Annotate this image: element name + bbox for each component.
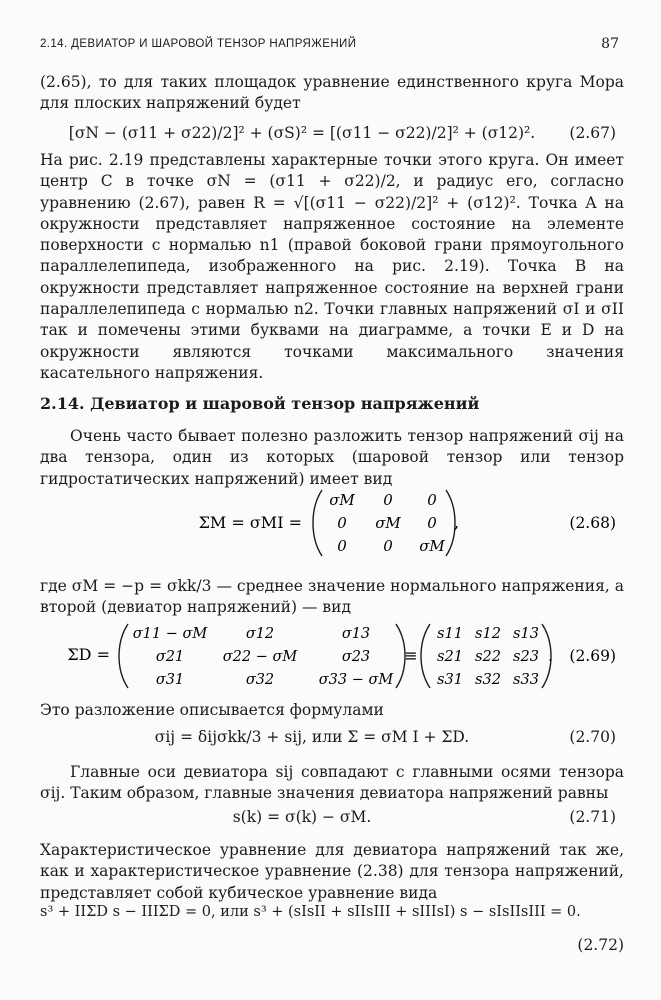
equation-2-68-number: (2.68) xyxy=(569,514,616,532)
matrix-cell: s23 xyxy=(513,649,539,665)
section-intro-paragraph: Очень часто бывает полезно разложить тензор напряжений σij на два тензора, один из которых (шаровой тензор или тензор гидростатических напряжений) имеет вид xyxy=(40,427,624,488)
equation-2-69-graphic xyxy=(40,620,624,692)
matrix-cell: 0 xyxy=(427,491,437,509)
matrix-cell: 0 xyxy=(383,491,393,509)
matrix-cell: σM xyxy=(375,514,401,532)
matrix-cell: σ32 xyxy=(245,672,275,688)
equation-2-69-lhs: ΣD = xyxy=(67,645,110,664)
matrix-cell: s11 xyxy=(437,626,463,642)
matrix-cell: 0 xyxy=(383,537,393,555)
deviator-paragraph: где σM = −p = σkk/3 — среднее значение нормального напряжения, а второй (девиатор напряжений) — вид xyxy=(40,577,624,617)
matrix-cell: σM xyxy=(419,537,445,555)
matrix-cell: s21 xyxy=(437,649,463,665)
period: . xyxy=(548,646,554,665)
equation-2-67 xyxy=(40,124,624,146)
matrix-cell: 0 xyxy=(337,514,347,532)
matrix-cell: s13 xyxy=(513,626,539,642)
running-title: 2.14. ДЕВИАТОР И ШАРОВОЙ ТЕНЗОР НАПРЯЖЕНИЙ xyxy=(40,38,357,50)
comma: , xyxy=(454,513,460,532)
matrix-cell: s22 xyxy=(475,649,501,665)
equation-2-67-number: (2.67) xyxy=(569,124,616,142)
equation-2-72 xyxy=(40,904,624,960)
equation-2-68-lhs: ΣM = σMI = xyxy=(198,513,302,532)
matrix-cell: σ31 xyxy=(155,672,185,688)
matrix-cell: σ21 xyxy=(155,649,185,665)
matrix-cell: σ11 − σM xyxy=(132,626,208,642)
decomposition-paragraph: Это разложение описывается формулами xyxy=(40,701,384,719)
equation-2-69-number: (2.69) xyxy=(569,647,616,665)
equation-2-71 xyxy=(40,808,624,830)
equation-2-70 xyxy=(40,728,624,750)
left-paren xyxy=(119,624,128,688)
equation-2-71-body: s(k) = σ(k) − σM. xyxy=(232,808,372,826)
page-number: 87 xyxy=(601,36,619,52)
equiv-sign: ≡ xyxy=(404,646,418,665)
equation-2-72-body: s³ + IIΣD s − IIIΣD = 0, или s³ + (sIsII + sIIsIII + sIIIsI) s − sIsIIsIII = 0. xyxy=(40,904,581,920)
matrix-cell: σM xyxy=(329,491,355,509)
equation-2-69 xyxy=(40,620,624,692)
equation-2-70-body: σij = δijσkk/3 + sij, или Σ = σM I + ΣD. xyxy=(154,728,470,746)
matrix-cell: σ23 xyxy=(341,649,371,665)
matrix-cell: 0 xyxy=(337,537,347,555)
equation-2-68 xyxy=(40,486,624,560)
equation-2-68-graphic xyxy=(40,486,624,560)
section-heading: 2.14. Девиатор и шаровой тензор напряжений xyxy=(40,394,480,413)
equation-2-70-number: (2.70) xyxy=(569,728,616,746)
matrix-cell: σ22 − σM xyxy=(222,649,298,665)
matrix-cell: s33 xyxy=(513,672,539,688)
equation-2-72-number: (2.72) xyxy=(577,936,624,954)
mohr-circle-paragraph: На рис. 2.19 представлены характерные точки этого круга. Он имеет центр C в точке σN = (σ11 + σ22)/2, и радиус его, согласно уравнению (2.67), равен R = √[(σ11 − σ22)/2]² + (σ12)². Точка A на окружности представляет напряженное состояние на элементе поверхности с нормалью n1 (правой боковой грани прямоугольного параллелепипеда, изображенного на рис. 2.19). Точка B на окружности представляет напряженное состояние на верхней грани параллелепипеда с нормалью n2. Точки главных напряжений σI и σII так и помечены этими буквами на диаграмме, а точки E и D на окружности являются точками максимального значения касательного напряжения. xyxy=(40,151,624,382)
page-header xyxy=(40,38,619,56)
matrix-cell: 0 xyxy=(427,514,437,532)
matrix-cell: σ33 − σM xyxy=(318,672,394,688)
matrix-cell: s31 xyxy=(437,672,463,688)
left-paren xyxy=(313,490,322,556)
principal-axes-paragraph: Главные оси девиатора sij совпадают с главными осями тензора σij. Таким образом, главные значения девиатора напряжений равны xyxy=(40,763,624,803)
matrix-cell: σ12 xyxy=(245,626,275,642)
matrix-cell: s32 xyxy=(475,672,501,688)
characteristic-equation-paragraph: Характеристическое уравнение для девиатора напряжений так же, как и характеристическое уравнение (2.38) для тензора напряжений, представляет собой кубическое уравнение вида xyxy=(40,841,624,902)
matrix-cell: σ13 xyxy=(341,626,371,642)
matrix-cell: s12 xyxy=(475,626,501,642)
intro-paragraph: (2.65), то для таких площадок уравнение единственного круга Мора для плоских напряжений будет xyxy=(40,73,624,113)
equation-2-67-body: [σN − (σ11 + σ22)/2]² + (σS)² = [(σ11 − σ22)/2]² + (σ12)². xyxy=(68,124,536,142)
equation-2-71-number: (2.71) xyxy=(569,808,616,826)
left-paren xyxy=(421,624,430,688)
